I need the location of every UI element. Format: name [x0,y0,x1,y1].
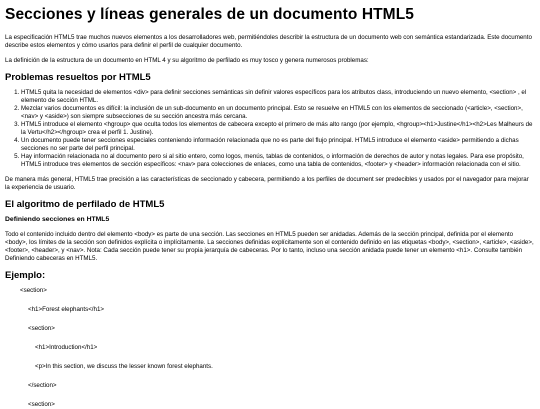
code-line: <section> [28,325,55,332]
code-line: <section> [20,287,47,294]
definition-paragraph: Todo el contenido incluido dentro del elemento <body> es parte de una sección. Las secciones en HTML5 pueden ser anidadas. Además de la sección principal, definida por el elemento <body>, los límites de la sección son definidos explícita o implícitamente. La secciones definidas explícitamente son el contenido definido en las etiquetas <body>, <section>, <article>, <aside>, <footer>, <header>, y <nav>. Nota: Cada sección puede tener su propia jerarquía de cabeceras. Por lo tanto, incluso una sección anidada puede tener un elemento <h1>. Consulte también Definiendo cabeceras en HTML5. [5,231,534,262]
list-item: 3. HTML5 introduce el elemento <hgroup> que oculta todos los elementos de cabecera excepto el primero de más alto rango (por ejemplo, <hgroup><h1>Justine</h1><h2>Les Malheurs de la Vertu</h2></hgroup> crea el perfil 1. Justine). [21,121,535,137]
code-line: </section> [28,382,57,389]
algorithm-heading: El algoritmo de perfilado de HTML5 [5,199,165,210]
code-line: <section> [28,401,55,408]
problems-list [5,89,535,169]
problems-heading: Problemas resueltos por HTML5 [5,72,151,83]
intro-paragraph-1: La especificación HTML5 trae muchos nuevos elementos a los desarrolladores web, permitiéndoles describir la estructura de un documento web con semántica estandarizada. Este documento describe estos elementos y cómo usarlos para definir el perfil de cualquier documento. [5,34,532,49]
intro-paragraph-2: La definición de la estructura de un documento en HTML 4 y su algoritmo de perfilado es muy tosco y genera numerosos problemas: [5,57,369,64]
code-line: <h1>Forest elephants</h1> [28,306,105,313]
list-item: 4. Un documento puede tener secciones especiales conteniendo información relacionada que no es parte del flujo principal. HTML5 introduce el elemento <aside> permitiendo a dichas secciones no ser parte del perfil principal. [21,137,535,153]
summary-paragraph: De manera más general, HTML5 trae precisión a las características de seccionado y cabecera, permitiendo a los perfiles de document ser predecibles y usados por el navegador para mejorar la experiencia de usuario. [5,176,529,191]
code-line: <p>In this section, we discuss the lesser known forest elephants. [35,363,213,370]
example-heading: Ejemplo: [5,270,46,281]
page-title: Secciones y líneas generales de un documento HTML5 [5,6,414,23]
list-item: 5. Hay información relacionada no al documento pero si al sitio entero, como logos, menús, tablas de contenidos, o información de derechos de autor y notas legales. Para ese propósito, HTML5 introduce tres elementos de sección específicos: <nav> para colecciones de enlaces, como una tabla de contenidos, <footer> y <header> información relacionada con el sitio. [21,153,535,169]
list-item: 1. HTML5 quita la necesidad de elementos <div> para definir secciones semánticas sin definir valores específicos para los atributos class, introduciendo un nuevo elemento, <section> , el elemento de sección HTML. [21,89,535,105]
definition-heading: Definiendo secciones en HTML5 [5,216,110,223]
list-item: 2. Mezclar varios documentos es difícil: la inclusión de un sub-documento en un documento principal. Esto se resuelve en HTML5 con los elementos de seccionado (<article>, <section>, <nav> y <aside>) son siempre subsecciones de su sección ancestra más cercana. [21,105,535,121]
code-line: <h1>Introduction</h1> [35,344,98,351]
